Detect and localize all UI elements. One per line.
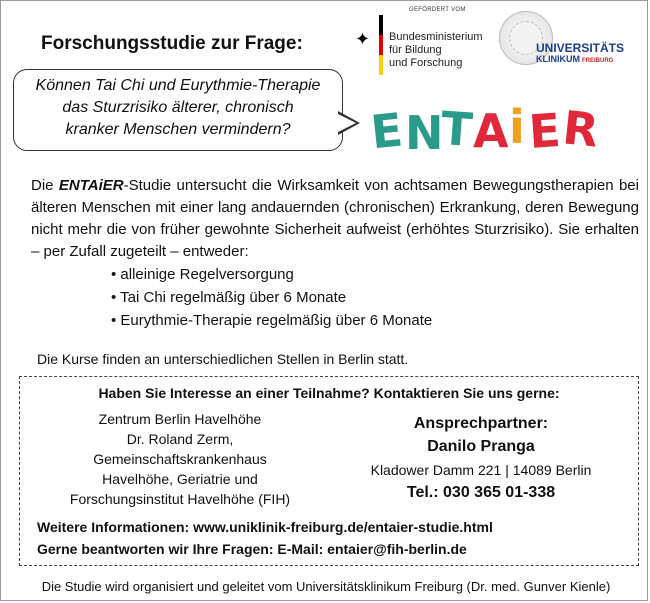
page-title: Forschungsstudie zur Frage: (41, 33, 303, 54)
logo-letter: E (368, 102, 406, 160)
contact-phone[interactable]: Tel.: 030 365 01-338 (406, 484, 556, 501)
university-logo-line2: KLINIKUM FREIBURG (536, 54, 614, 64)
contact-person-heading: Ansprechpartner: (413, 415, 549, 432)
list-item: • Eurythmie-Therapie regelmäßig über 6 Monate (111, 309, 432, 332)
research-question: Können Tai Chi und Eurythmie-Therapie das Sturzrisiko älterer, chronisch kranker Menschen vermindern? (35, 77, 321, 138)
logo-letter: A (473, 104, 509, 158)
contact-person (341, 413, 621, 505)
contact-address: Kladower Damm 221 | 14089 Berlin (370, 462, 592, 478)
logo-letter: N (405, 106, 444, 160)
brand-name: ENTAiER (58, 177, 124, 194)
website-info[interactable]: Weitere Informationen: www.uniklinik-freiburg.de/entaier-studie.html (37, 519, 493, 535)
federal-eagle-icon: ✦ (355, 29, 371, 49)
bmbf-logo-text: Bundesministerium für Bildung und Forschung (389, 31, 483, 69)
email-info[interactable]: Gerne beantworten wir Ihre Fragen: E-Mail: entaier@fih-berlin.de (37, 541, 467, 557)
course-location-note: Die Kurse finden an unterschiedlichen Stellen in Berlin statt. (37, 351, 409, 367)
entaier-logo (368, 96, 611, 166)
study-description: Die ENTAiER-Studie untersucht die Wirksamkeit von achtsamen Bewegungstherapien bei älteren Menschen mit einer lang andauernden (chronischen) Erkrankung, deren Bewegung nicht mehr die von früher gewohnte Sicherheit aufweist (erhöhtes Sturzrisiko). Sie erhalten – per Zufall zugeteilt – entweder: (31, 177, 639, 260)
logo-letter: T (439, 100, 475, 158)
contact-person-name: Danilo Pranga (427, 438, 535, 455)
german-flag-bar (379, 15, 383, 75)
university-logo-line1: UNIVERSITÄTS (536, 41, 625, 55)
list-item: • alleinige Regelversorgung (111, 263, 432, 286)
logo-letter: R (560, 100, 602, 158)
footer-note: Die Studie wird organisiert und geleitet vom Universitätsklinikum Freiburg (Dr. med. Gunver Kienle) (41, 579, 611, 594)
list-item: • Tai Chi regelmäßig über 6 Monate (111, 286, 432, 309)
logo-letter: i (509, 100, 525, 154)
logo-letter: E (527, 102, 563, 160)
institution-address: Zentrum Berlin Havelhöhe Dr. Roland Zerm, Gemeinschaftskrankenhaus Havelhöhe, Geriatrie und Forschungsinstitut Havelhöhe (FIH) (69, 411, 291, 507)
group-list (111, 263, 432, 332)
contact-heading: Haben Sie Interesse an einer Teilnahme? Kontaktieren Sie uns gerne: (98, 385, 560, 401)
sponsor-label: GEFÖRDERT VOM (409, 7, 466, 13)
